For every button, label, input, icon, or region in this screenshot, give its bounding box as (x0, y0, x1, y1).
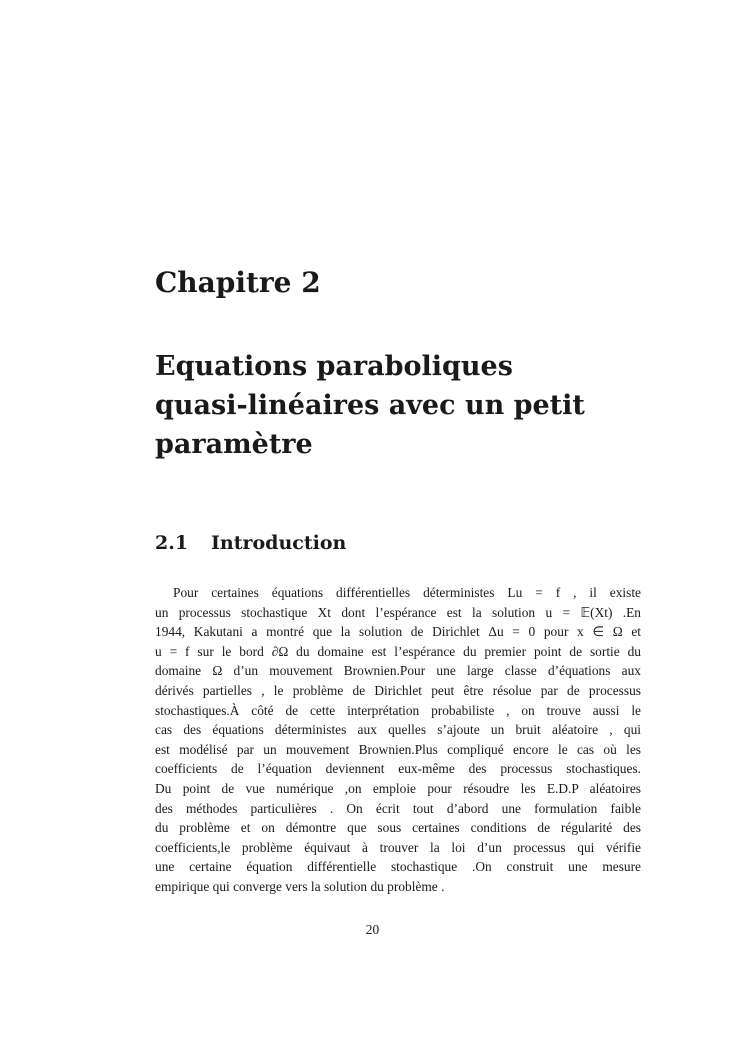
chapter-title-line: paramètre (155, 429, 313, 460)
chapter-label: Chapitre 2 (155, 266, 321, 299)
paragraph-line: Pour certaines équations différentielles déterministes Lu = f , il existe (173, 585, 641, 600)
page-number: 20 (365, 922, 380, 937)
chapter-title-line: Equations paraboliques (155, 351, 513, 382)
paragraph-line: une certaine équation différentielle stochastique .On construit une mesure (155, 859, 641, 875)
paragraph-line: cas des équations déterministes aux quelles s’ajoute un bruit aléatoire , qui (155, 722, 641, 738)
paragraph-line: est modélisé par un mouvement Brownien.Plus compliqué encore le cas où les (155, 741, 641, 757)
chapter-title-line: quasi-linéaires avec un petit (155, 390, 585, 421)
section-title: Introduction (211, 532, 347, 554)
paragraph-line: du problème et on démontre que sous certaines conditions de régularité des (155, 820, 641, 836)
section-heading (155, 532, 346, 554)
paragraph-line: dérivés partielles , le problème de Dirichlet peut être résolue par de processus (155, 682, 641, 698)
paragraph-line: stochastiques.À côté de cette interprétation probabiliste , on trouve aussi le (155, 702, 641, 718)
section-number: 2.1 (155, 532, 189, 554)
paragraph-line: Du point de vue numérique ,on emploie pour résoudre les E.D.P aléatoires (155, 780, 641, 796)
paragraph-line: u = f sur le bord ∂Ω du domaine est l’espérance du premier point de sortie du (155, 643, 641, 659)
paragraph-line: coefficients,le problème équivaut à trouver la loi d’un processus qui vérifie (155, 839, 641, 855)
paragraph-line: empirique qui converge vers la solution du problème . (155, 878, 445, 894)
paragraph-line: un processus stochastique Xt dont l’espérance est la solution u = 𝔼(Xt) .En (155, 604, 641, 620)
chapter-title (155, 347, 625, 464)
paragraph-line: des méthodes particulières . On écrit tout d’abord une formulation faible (155, 800, 641, 816)
introduction-paragraph (155, 583, 641, 897)
paragraph-line: coefficients de l’équation deviennent eux-même des processus stochastiques. (155, 761, 641, 777)
paragraph-line: 1944, Kakutani a montré que la solution de Dirichlet Δu = 0 pour x ∈ Ω et (155, 624, 641, 640)
paragraph-line: domaine Ω d’un mouvement Brownien.Pour une large classe d’équations aux (155, 663, 641, 679)
